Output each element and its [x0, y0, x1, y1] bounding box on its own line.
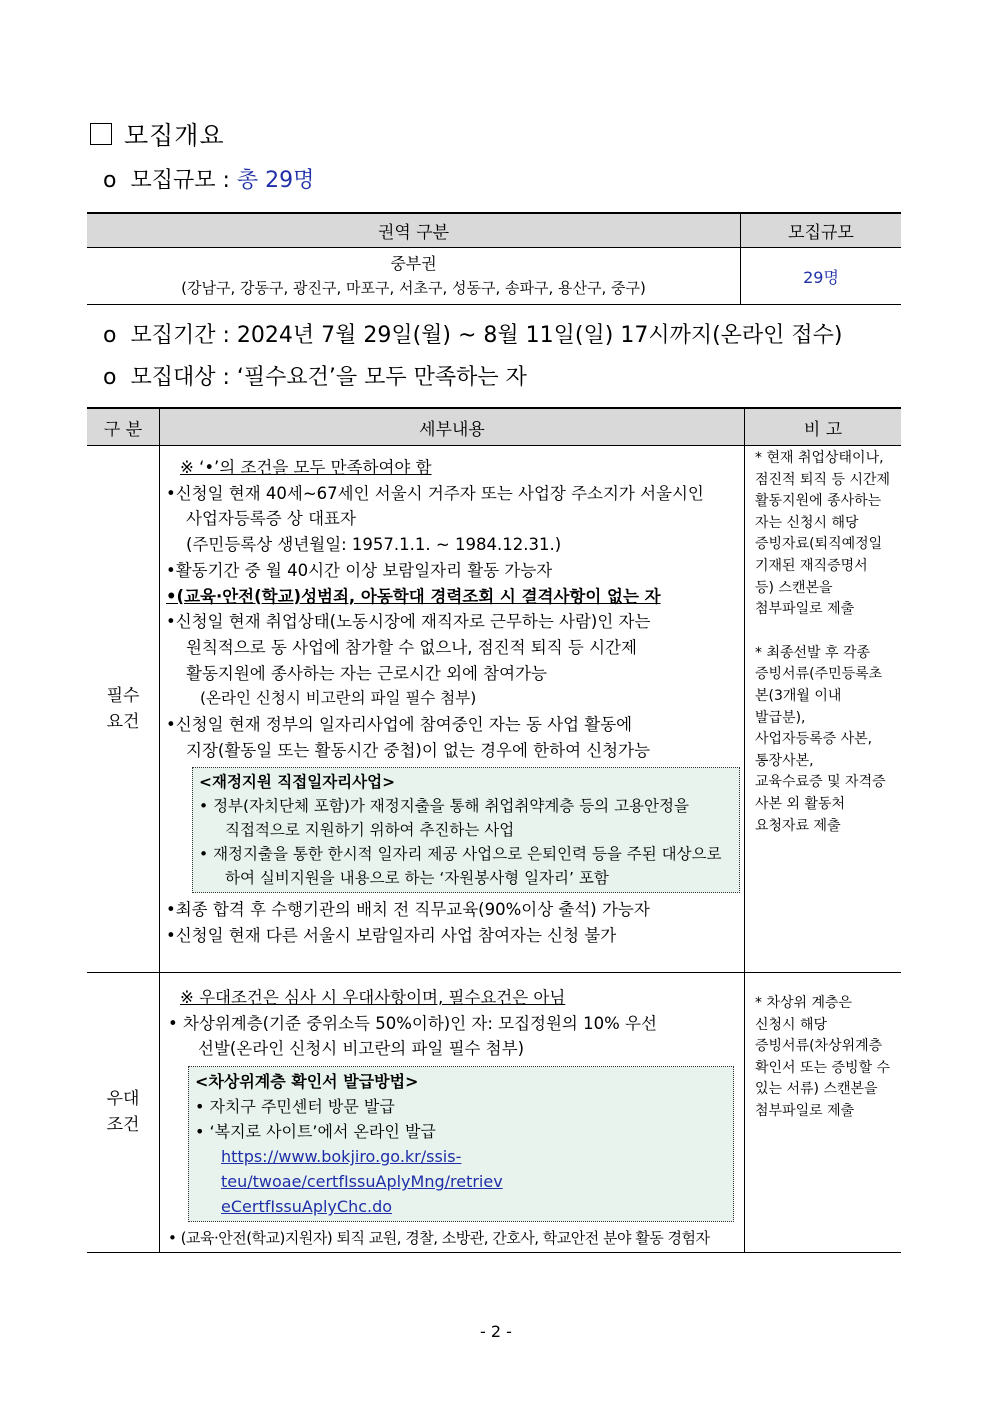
detail-required: ※ ‘•’의 조건을 모두 만족하여야 함 •신청일 현재 40세~67세인 서울시 거주자 또는 사업장 주소지가 서울시인 사업자등록증 상 대표자 (주민등록상 생년월일: 1957.1.1. ~ 1984.12.31.) •활동기간 중 월 40시간 이상 보람일자리 활동 가능자 •(교육·안전(학교)성범죄, 아동학대 경력조회 시 결격사항이 없는 자 •신청일 현재 취업상태(노동시장에 재직자로 근무하는 사람)인 자는 원칙적으로 동 사업에 참가할 수 없으나, 점진적 퇴직 등 시간제 활동지원에 종사하는 자는 근로시간 외에 참여가능 (온라인 신청시 비고란의 파일 필수 첨부) •신청일 현재 정부의 일자리사업에 참여중인 자는 동 사업 활동에 지장(활동일 또는 활동시간 중첩)이 없는 경우에 한하여 신청가능 <재정지원 직접일자리사업> • 정부(자치단체 포함)가 재정지출을 통해 취업취약계층 등의 고용안정을 직접적으로 지원하기 위하여 추진하는 사업 • 재정지출을 통한 한시적 일자리 제공 사업으로 은퇴인력 등을 주된 대상으로 하여 실비지원을 내용으로 하는 ‘자원봉사형 일자리’ 포함 •최종 합격 후 수행기관의 배치 전 직무교육(90%이상 출석) 가능자 •신청일 현재 다른 서울시 보람일자리 사업 참여자는 신청 불가 — [160, 446, 745, 973]
checkbox-icon — [90, 123, 112, 145]
detail-preferred: ※ 우대조건은 심사 시 우대사항이며, 필수요건은 아님 • 차상위계층(기준 중위소득 50%이하)인 자: 모집정원의 10% 우선 선발(온라인 신청시 비고란의 파일 필수 첨부) <차상위계층 확인서 발급방법> • 자치구 주민센터 방문 발급 • ‘복지로 사이트’에서 온라인 발급 https://www.bokjiro.go.kr/ssis-teu/twoae/certfIssuAplyMng/retriev eCertfIssuAplyChc.do • (교육·안전(학교)지원자) 퇴직 교원, 경찰, 소방관, 간호사, 학교안전 분야 활동 경험자 — [160, 973, 745, 1253]
scale-cell: 29명 — [741, 248, 902, 305]
col-region: 권역 구분 — [87, 213, 741, 248]
col-note: 비 고 — [745, 408, 902, 446]
col-scale: 모집규모 — [741, 213, 902, 248]
note-preferred: * 차상위 계층은 신청시 해당 증빙서류(차상위계층 확인서 또는 증빙할 수 있는 서류) 스캔본을 첨부파일로 제출 — [745, 973, 902, 1253]
row-required — [87, 446, 901, 973]
info-box-issue-method: <차상위계층 확인서 발급방법> • 자치구 주민센터 방문 발급 • ‘복지로 사이트’에서 온라인 발급 https://www.bokjiro.go.kr/ssis-teu/twoae/certfIssuAplyMng/retriev eCertfIssuAplyChc.do — [188, 1066, 734, 1222]
bokjiro-link[interactable]: https://www.bokjiro.go.kr/ssis-teu/twoae/certfIssuAplyMng/retriev — [221, 1147, 503, 1192]
page-number: - 2 - — [480, 1322, 512, 1341]
requirements-table — [87, 407, 901, 1253]
bokjiro-link-cont[interactable]: eCertfIssuAplyChc.do — [221, 1197, 393, 1217]
col-category: 구 분 — [87, 408, 160, 446]
recruit-scale: o 모집규모 : 총 29명 — [103, 168, 315, 193]
info-box-direct-jobs: <재정지원 직접일자리사업> • 정부(자치단체 포함)가 재정지출을 통해 취업취약계층 등의 고용안정을 직접적으로 지원하기 위하여 추진하는 사업 • 재정지출을 통한 한시적 일자리 제공 사업으로 은퇴인력 등을 주된 대상으로 하여 실비지원을 내용으로 하는 ‘자원봉사형 일자리’ 포함 — [192, 767, 740, 893]
section-heading: 모집개요 — [90, 116, 225, 152]
note-required: * 현재 취업상태이나, 점진적 퇴직 등 시간제 활동지원에 종사하는 자는 신청시 해당 증빙자료(퇴직예정일 기재된 재직증명서 등) 스캔본을 첨부파일로 제출 * 최종선발 후 각종 증빙서류(주민등록초 본(3개월 이내 발급분), 사업자등록증 사본, 통장사본, 교육수료증 및 자격증 사본 외 활동처 요청자료 제출 — [745, 446, 902, 973]
region-table — [87, 212, 901, 305]
recruit-target: o 모집대상 : ‘필수요건’을 모두 만족하는 자 — [103, 365, 527, 390]
col-detail: 세부내용 — [160, 408, 745, 446]
category-required: 필수 요건 — [87, 446, 160, 973]
region-cell: 중부권 (강남구, 강동구, 광진구, 마포구, 서초구, 성동구, 송파구, 용산구, 중구) — [87, 248, 741, 305]
row-preferred — [87, 973, 901, 1253]
category-preferred: 우대 조건 — [87, 973, 160, 1253]
recruit-period: o 모집기간 : 2024년 7월 29일(월) ~ 8월 11일(일) 17시까지(온라인 접수) — [103, 323, 843, 348]
